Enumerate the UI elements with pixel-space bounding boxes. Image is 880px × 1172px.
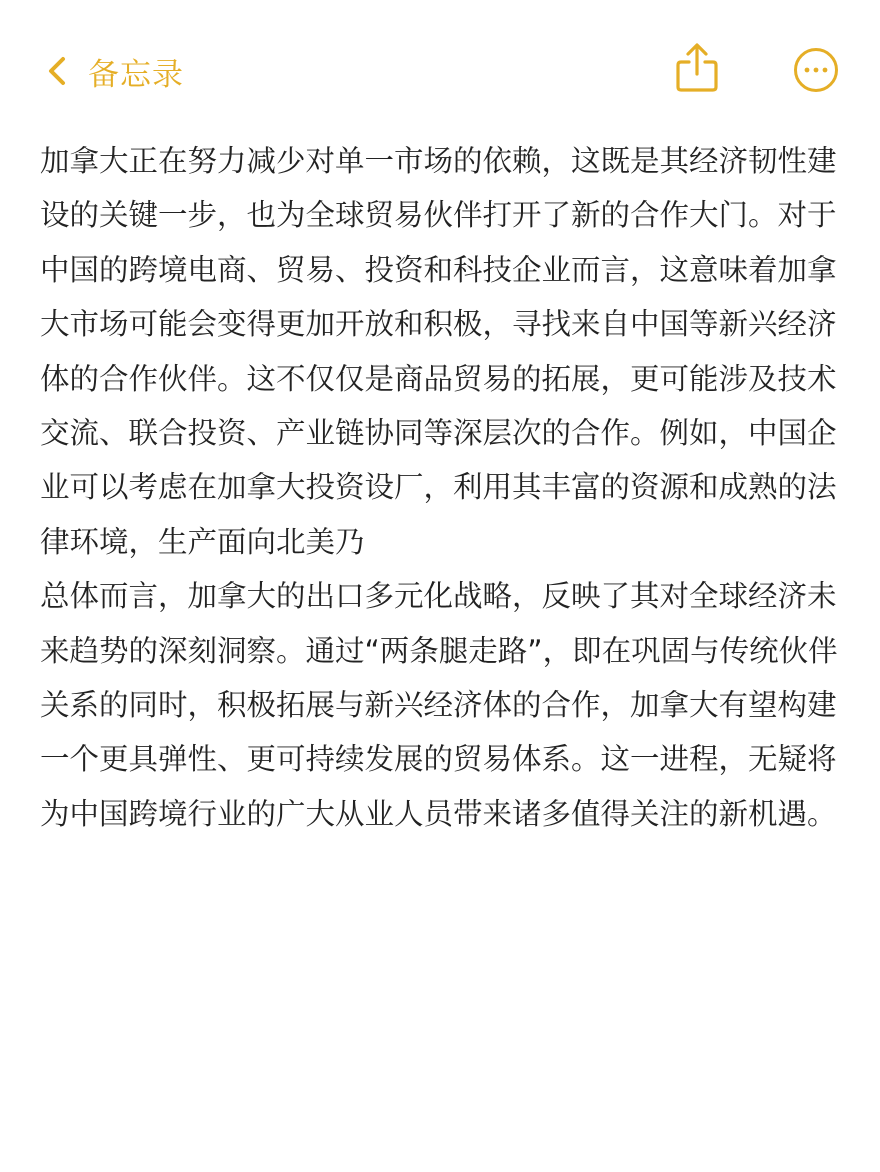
note-paragraph-2: 总体而言，加拿大的出口多元化战略，反映了其对全球经济未来趋势的深刻洞察。通过“两条腿走路”，即在巩固与传统伙伴关系的同时，积极拓展与新兴经济体的合作，加拿大有望构建一个更具弹性、更可持续发展的贸易体系。这一进程，无疑将为中国跨境行业的广大从业人员带来诸多值得关注的新机遇。 <box>40 579 838 831</box>
chevron-left-icon <box>48 56 66 86</box>
navigation-bar <box>0 0 880 130</box>
more-icon <box>793 78 839 97</box>
note-body[interactable] <box>40 134 840 841</box>
more-button[interactable] <box>793 47 839 93</box>
note-paragraph-1: 加拿大正在努力减少对单一市场的依赖，这既是其经济韧性建设的关键一步，也为全球贸易伙伴打开了新的合作大门。对于中国的跨境电商、贸易、投资和科技企业而言，这意味着加拿大市场可能会变得更加开放和积极，寻找来自中国等新兴经济体的合作伙伴。这不仅仅是商品贸易的拓展，更可能涉及技术交流、联合投资、产业链协同等深层次的合作。例如，中国企业可以考虑在加拿大投资设厂，利用其丰富的资源和成熟的法律环境，生产面向北美乃 <box>40 144 837 559</box>
back-button[interactable] <box>48 46 184 96</box>
share-icon <box>674 79 720 98</box>
back-label: 备忘录 <box>88 56 184 93</box>
share-button[interactable] <box>674 42 720 94</box>
